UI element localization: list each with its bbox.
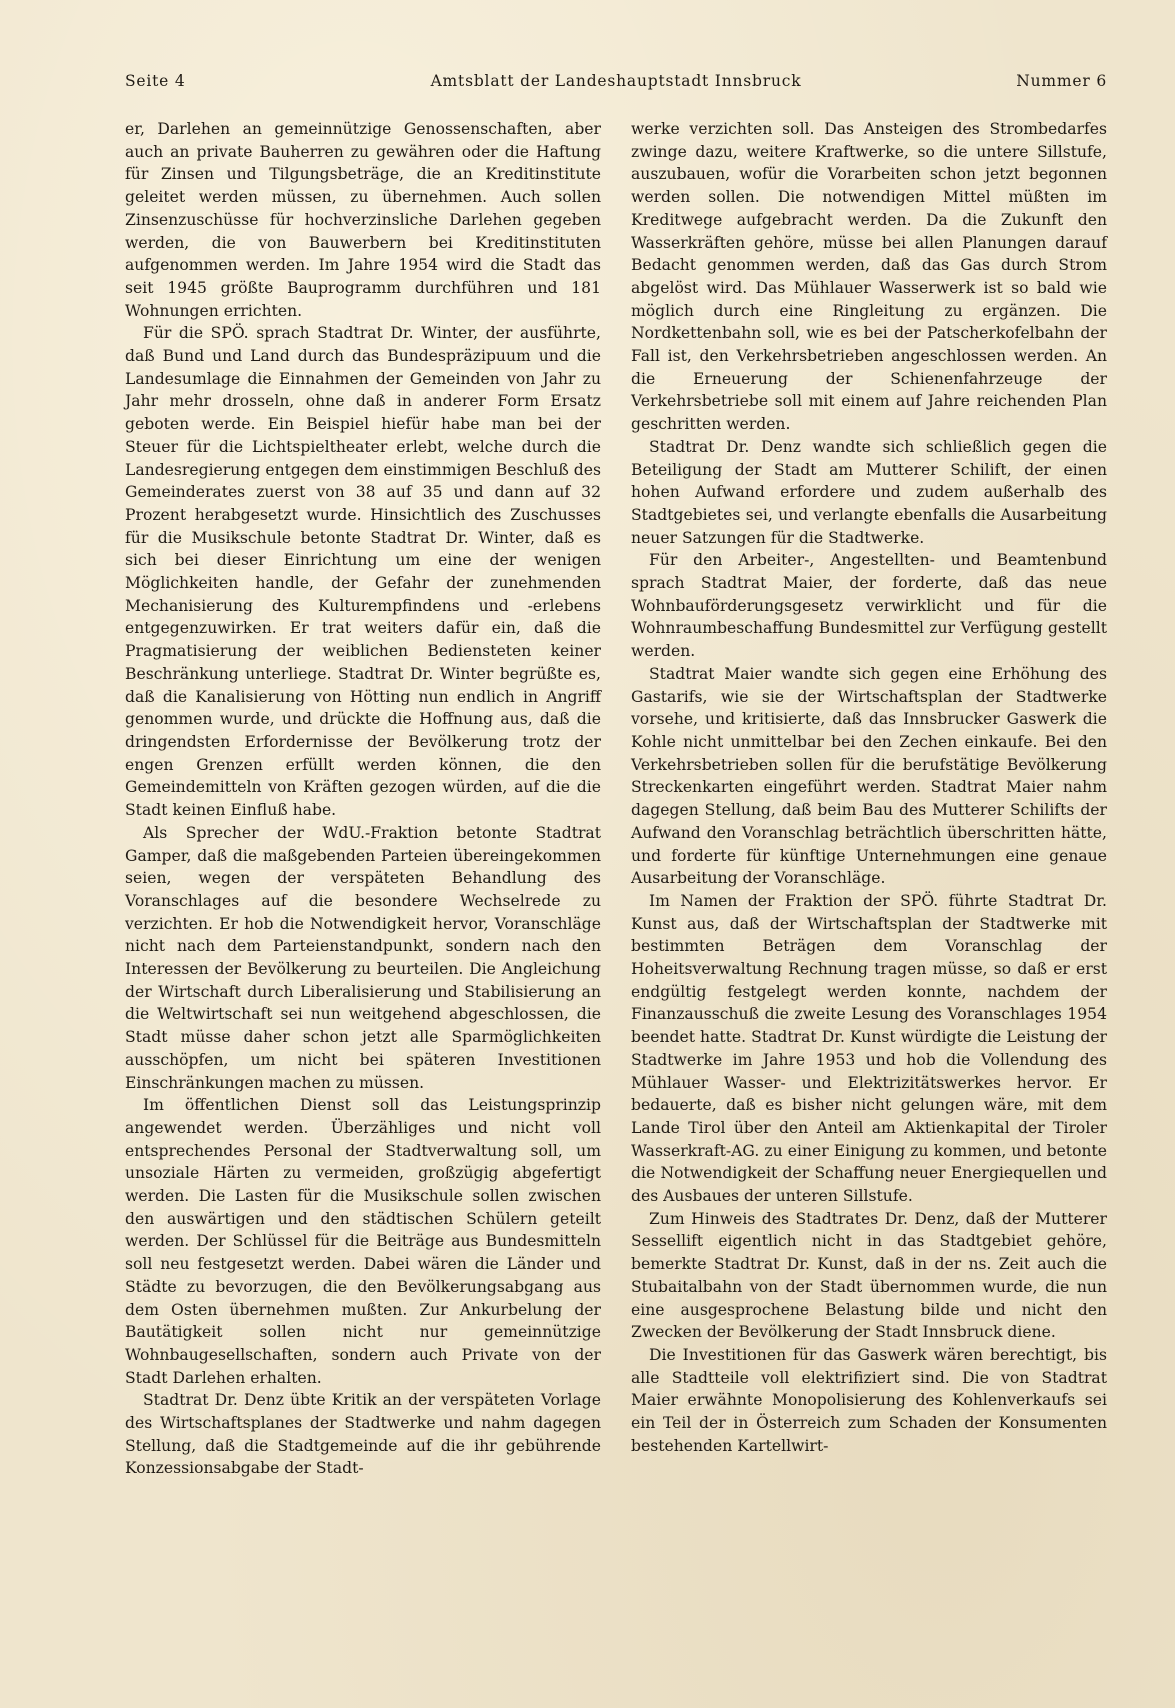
paragraph: Für die SPÖ. sprach Stadtrat Dr. Winter, der ausführte, daß Bund und Land durch das Bundespräzipuum und die Landesumlage die Einnahmen der Gemeinden von Jahr zu Jahr mehr drosseln, ohne daß in anderer Form Ersatz geboten werde. Ein Beispiel hiefür habe man bei der Steuer für die Lichtspieltheater erlebt, welche durch die Landesregierung entgegen dem einstimmigen Beschluß des Gemeinderates zuerst von 38 auf 35 und dann auf 32 Prozent herabgesetzt wurde. Hinsichtlich des Zuschusses für die Musikschule betonte Stadtrat Dr. Winter, daß es sich bei dieser Einrichtung um eine der wenigen Möglichkeiten handle, der Gefahr der zunehmenden Mechanisierung des Kulturempfindens und -erlebens entgegenzuwirken. Er trat weiters dafür ein, daß die Pragmatisierung der weiblichen Bediensteten keiner Beschränkung unterliege. Stadtrat Dr. Winter begrüßte es, daß die Kanalisierung von Hötting nun endlich in Angriff genommen wurde, und drückte die Hoffnung aus, daß die dringendsten Erfordernisse der Bevölkerung trotz der engen Grenzen erfüllt werden können, die den Gemeindemitteln von Kräften gezogen würden, auf die die Stadt keinen Einfluß habe. bbox=[125, 324, 601, 820]
paragraph: werke verzichten soll. Das Ansteigen des Strombedarfes zwinge dazu, weitere Kraftwerke, so die untere Sillstufe, auszubauen, wofür die Vorarbeiten schon jetzt begonnen werden sollen. Die notwendigen Mittel müßten im Kreditwege aufgebracht werden. Da die Zukunft den Wasserkräften gehöre, müsse bei allen Planungen darauf Bedacht genommen werden, daß das Gas durch Strom abgelöst wird. Das Mühlauer Wasserwerk ist so bald wie möglich durch eine Ringleitung zu ergänzen. Die Nordkettenbahn soll, wie es bei der Patscherkofelbahn der Fall ist, den Verkehrsbetrieben angeschlossen werden. An die Erneuerung der Schienenfahrzeuge der Verkehrsbetriebe soll mit einem auf Jahre reichenden Plan geschritten werden. bbox=[631, 120, 1107, 434]
paragraph: Die Investitionen für das Gaswerk wären berechtigt, bis alle Stadtteile voll elektrifiziert sind. Die von Stadtrat Maier erwähnte Monopolisierung des Kohlenverkaufs sei ein Teil der in Österreich zum Schaden der Konsumenten bestehenden Kartellwirt- bbox=[631, 1345, 1107, 1455]
issue-number: Nummer 6 bbox=[1016, 72, 1107, 90]
paragraph: Zum Hinweis des Stadtrates Dr. Denz, daß der Mutterer Sessellift eigentlich nicht in das Stadtgebiet gehöre, bemerkte Stadtrat Dr. Kunst, daß in der ns. Zeit auch die Stubaitalbahn von der Stadt übernommen wurde, die nun eine ausgesprochene Belastung bilde und nicht den Zwecken der Bevölkerung der Stadt Innsbruck diene. bbox=[631, 1209, 1107, 1342]
paragraph: Für den Arbeiter-, Angestellten- und Beamtenbund sprach Stadtrat Maier, der forderte, daß das neue Wohnbauförderungsgesetz verwirklicht und für die Wohnraumbeschaffung Bundesmittel zur Verfügung gestellt werden. bbox=[631, 551, 1107, 661]
page-header bbox=[125, 72, 1107, 96]
paragraph: Stadtrat Dr. Denz wandte sich schließlich gegen die Beteiligung der Stadt am Mutterer Schilift, der einen hohen Aufwand erfordere und zudem außerhalb des Stadtgebietes sei, und verlangte ebenfalls die Ausarbeitung neuer Satzungen für die Stadtwerke. bbox=[631, 437, 1107, 547]
paragraph: Stadtrat Maier wandte sich gegen eine Erhöhung des Gastarifs, wie sie der Wirtschaftsplan der Stadtwerke vorsehe, und kritisierte, daß das Innsbrucker Gaswerk die Kohle nicht unmittelbar bei den Zechen einkaufe. Bei den Verkehrsbetrieben sollen für die berufstätige Bevölkerung Streckenkarten eingeführt werden. Stadtrat Maier nahm dagegen Stellung, daß beim Bau des Mutterer Schilifts der Aufwand den Voranschlag beträchtlich überschritten hätte, und forderte für künftige Unternehmungen eine genaue Ausarbeitung der Voranschläge. bbox=[631, 664, 1107, 888]
page-number: Seite 4 bbox=[125, 72, 186, 90]
publication-title: Amtsblatt der Landeshauptstadt Innsbruck bbox=[430, 72, 802, 90]
paragraph: er, Darlehen an gemeinnützige Genossenschaften, aber auch an private Bauherren zu gewähren oder die Haftung für Zinsen und Tilgungsbeträge, die an Kreditinstitute geleitet werden müssen, zu übernehmen. Auch sollen Zinsenzuschüsse für hochverzinsliche Darlehen gegeben werden, die von Bauwerbern bei Kreditinstituten aufgenommen werden. Im Jahre 1954 wird die Stadt das seit 1945 größte Bauprogramm durchführen und 181 Wohnungen errichten. bbox=[125, 120, 601, 320]
paragraph: Im öffentlichen Dienst soll das Leistungsprinzip angewendet werden. Überzähliges und nicht voll entsprechendes Personal der Stadtverwaltung soll, um unsoziale Härten zu vermeiden, großzügig abgefertigt werden. Die Lasten für die Musikschule sollen zwischen den auswärtigen und den städtischen Schülern geteilt werden. Der Schlüssel für die Beiträge aus Bundesmitteln soll neu festgesetzt werden. Dabei wären die Länder und Städte zu bevorzugen, die den Bevölkerungsabgang aus dem Osten übernehmen mußten. Zur Ankurbelung der Bautätigkeit sollen nicht nur gemeinnützige Wohnbaugesellschaften, sondern auch Private von der Stadt Darlehen erhalten. bbox=[125, 1096, 601, 1387]
right-column bbox=[631, 118, 1107, 1457]
paragraph: Im Namen der Fraktion der SPÖ. führte Stadtrat Dr. Kunst aus, daß der Wirtschaftsplan der Stadtwerke mit bestimmten Beträgen dem Voranschlag der Hoheitsverwaltung Rechnung tragen müsse, so daß er erst endgültig festgelegt werden konnte, nachdem der Finanzausschuß die zweite Lesung des Voranschlages 1954 beendet hatte. Stadtrat Dr. Kunst würdigte die Leistung der Stadtwerke im Jahre 1953 und hob die Vollendung des Mühlauer Wasser- und Elektrizitätswerkes hervor. Er bedauerte, daß es bisher nicht gelungen wäre, mit dem Lande Tirol über den Anteil am Aktienkapital der Tiroler Wasserkraft-AG. zu einer Einigung zu kommen, und betonte die Notwendigkeit der Schaffung neuer Energiequellen und des Ausbaues der unteren Sillstufe. bbox=[631, 891, 1107, 1206]
paragraph: Als Sprecher der WdU.-Fraktion betonte Stadtrat Gamper, daß die maßgebenden Parteien übereingekommen seien, wegen der verspäteten Behandlung des Voranschlages auf die besondere Wechselrede zu verzichten. Er hob die Notwendigkeit hervor, Voranschläge nicht nach dem Parteienstandpunkt, sondern nach den Interessen der Bevölkerung zu beurteilen. Die Angleichung der Wirtschaft durch Liberalisierung und Stabilisierung an die Weltwirtschaft sei nun weitgehend abgeschlossen, die Stadt müsse daher schon jetzt alle Sparmöglichkeiten ausschöpfen, um nicht bei späteren Investitionen Einschränkungen machen zu müssen. bbox=[125, 823, 601, 1092]
left-column bbox=[125, 118, 601, 1480]
paragraph: Stadtrat Dr. Denz übte Kritik an der verspäteten Vorlage des Wirtschaftsplanes der Stadtwerke und nahm dagegen Stellung, daß die Stadtgemeinde auf die ihr gebührende Konzessionsabgabe der Stadt- bbox=[125, 1391, 601, 1478]
